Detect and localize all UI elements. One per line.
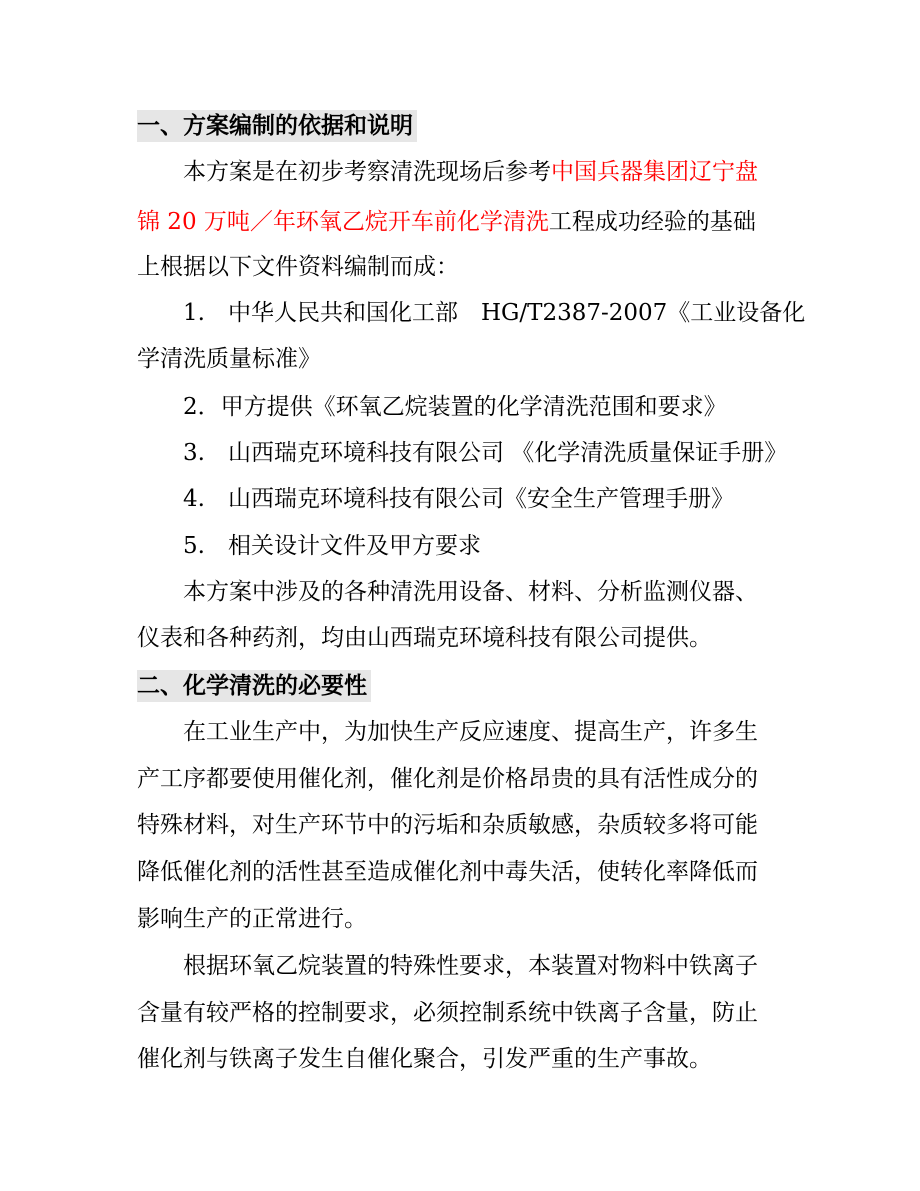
list-item4: 4. 山西瑞克环境科技有限公司《安全生产管理手册》	[183, 486, 734, 512]
intro-line1	[183, 157, 758, 187]
intro-line1-text: 本方案是在初步考察清洗现场后参考	[183, 159, 551, 185]
list-item3: 3. 山西瑞克环境科技有限公司 《化学清洗质量保证手册》	[183, 440, 788, 466]
para1-line4: 降低催化剂的活性甚至造成催化剂中毒失活，使转化率降低而	[137, 859, 758, 885]
para2-line1: 根据环氧乙烷装置的特殊性要求，本装置对物料中铁离子	[183, 953, 758, 979]
para1-line2: 产工序都要使用催化剂，催化剂是价格昂贵的具有活性成分的	[137, 766, 758, 792]
intro-line2-text: 工程成功经验的基础	[548, 209, 756, 235]
para2-line2: 含量有较严格的控制要求，必须控制系统中铁离子含量，防止	[137, 1000, 758, 1026]
closing-line2: 仪表和各种药剂，均由山西瑞克环境科技有限公司提供。	[137, 625, 712, 651]
para1-line3: 特殊材料，对生产环节中的污垢和杂质敏感，杂质较多将可能	[137, 812, 758, 838]
intro-line3: 上根据以下文件资料编制而成：	[137, 254, 459, 280]
intro-line1-red-text: 中国兵器集团辽宁盘	[551, 159, 758, 185]
list-item1-line1: 1. 中华人民共和国化工部 HG/T2387-2007《工业设备化	[183, 300, 806, 326]
list-item5: 5. 相关设计文件及甲方要求	[183, 533, 481, 559]
para1-line5: 影响生产的正常进行。	[137, 906, 367, 932]
list-item2: 2．甲方提供《环氧乙烷装置的化学清洗范围和要求》	[183, 394, 727, 420]
section2-heading: 二、化学清洗的必要性	[137, 670, 371, 702]
para2-line3: 催化剂与铁离子发生自催化聚合，引发严重的生产事故。	[137, 1046, 712, 1072]
intro-line2-red-text: 锦 20 万吨／年环氧乙烷开车前化学清洗	[137, 209, 549, 235]
para1-line1: 在工业生产中，为加快生产反应速度、提高生产，许多生	[183, 719, 758, 745]
list-item1-line2: 学清洗质量标准》	[137, 346, 321, 372]
closing-line1: 本方案中涉及的各种清洗用设备、材料、分析监测仪器、	[183, 579, 758, 605]
intro-line2	[137, 207, 756, 237]
section1-heading: 一、方案编制的依据和说明	[137, 110, 417, 142]
